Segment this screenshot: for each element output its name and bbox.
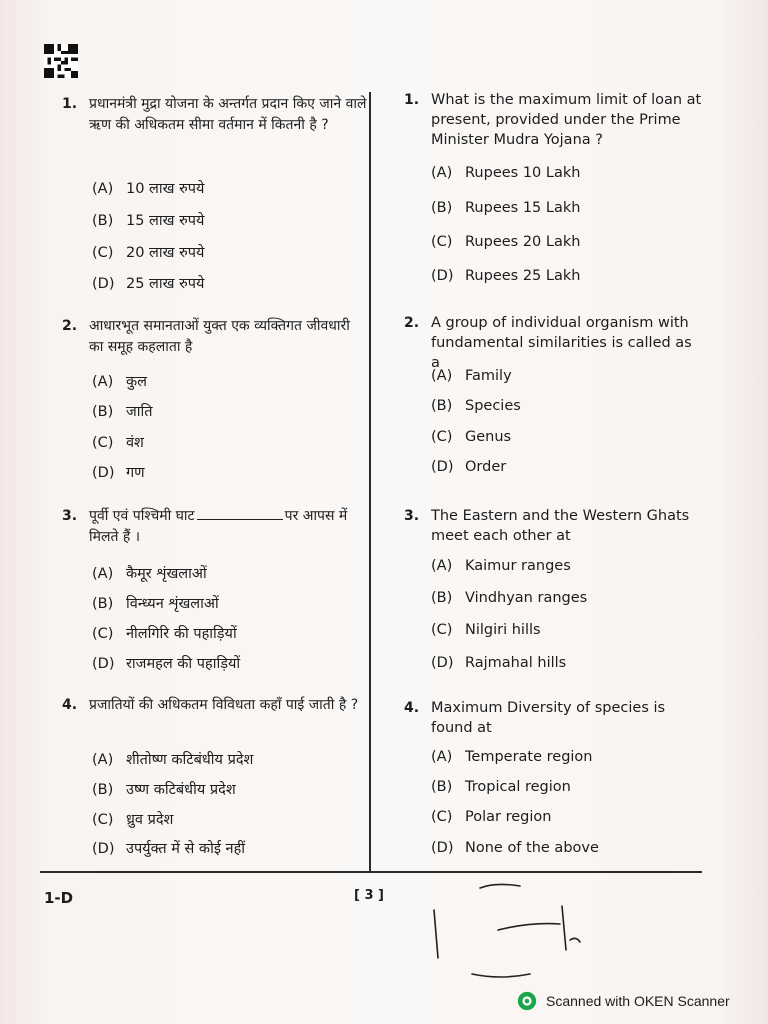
page-number: [ 3 ] xyxy=(354,888,384,903)
question-number: 2. xyxy=(404,315,420,331)
option-hindi-1c: (C) 20 लाख रुपये xyxy=(92,245,205,261)
column-divider xyxy=(369,92,371,872)
option-english-4b: (B) Tropical region xyxy=(431,779,571,795)
question-number: 4. xyxy=(404,700,420,716)
option-english-3d: (D) Rajmahal hills xyxy=(431,655,567,671)
option-english-2b: (B) Species xyxy=(431,398,521,414)
option-hindi-2d: (D) गण xyxy=(92,465,145,481)
question-number: 3. xyxy=(62,508,78,524)
question-number: 1. xyxy=(62,96,78,112)
handwritten-signature-icon xyxy=(420,876,600,986)
option-english-3a: (A) Kaimur ranges xyxy=(431,558,571,574)
question-stem: आधारभूत समानताओं युक्त एक व्यक्तिगत जीवधारी का समूह कहलाता है xyxy=(89,318,350,355)
option-english-4d: (D) None of the above xyxy=(431,840,599,856)
question-stem: A group of individual organism with fundamental similarities is called as a xyxy=(431,315,692,371)
option-hindi-2a: (A) कुल xyxy=(92,374,147,390)
question-stem: Maximum Diversity of species is found at xyxy=(431,700,666,736)
option-hindi-3b: (B) विन्ध्यन शृंखलाओं xyxy=(92,596,219,612)
footer-rule xyxy=(40,871,702,873)
question-stem: प्रजातियों की अधिकतम विविधता कहाँ पाई जाती है ? xyxy=(89,697,359,713)
option-hindi-1d: (D) 25 लाख रुपये xyxy=(92,276,205,292)
option-english-2c: (C) Genus xyxy=(431,429,512,445)
option-hindi-3c: (C) नीलगिरि की पहाड़ियों xyxy=(92,626,237,642)
option-english-4a: (A) Temperate region xyxy=(431,749,593,765)
option-hindi-4d: (D) उपर्युक्त में से कोई नहीं xyxy=(92,841,246,857)
option-hindi-2c: (C) वंश xyxy=(92,435,144,451)
booklet-code: 1-D xyxy=(44,889,74,907)
question-number: 1. xyxy=(404,92,420,108)
option-hindi-4b: (B) उष्ण कटिबंधीय प्रदेश xyxy=(92,782,236,798)
option-english-2a: (A) Family xyxy=(431,368,512,384)
option-english-3b: (B) Vindhyan ranges xyxy=(431,590,588,606)
question-number: 4. xyxy=(62,697,78,713)
option-english-1d: (D) Rupees 25 Lakh xyxy=(431,268,581,284)
scanner-watermark-text: Scanned with OKEN Scanner xyxy=(546,993,730,1009)
option-english-1c: (C) Rupees 20 Lakh xyxy=(431,234,581,250)
option-english-4c: (C) Polar region xyxy=(431,809,552,825)
option-hindi-2b: (B) जाति xyxy=(92,404,153,420)
qr-code-icon xyxy=(44,44,78,78)
option-hindi-3a: (A) कैमूर शृंखलाओं xyxy=(92,566,207,582)
option-hindi-4c: (C) ध्रुव प्रदेश xyxy=(92,812,174,828)
question-stem: प्रधानमंत्री मुद्रा योजना के अन्तर्गत प्रदान किए जाने वाले ऋण की अधिकतम सीमा वर्तमान में कितनी है ? xyxy=(89,96,367,133)
question-stem: पूर्वी एवं पश्चिमी घाट पर आपस में मिलते हैं । xyxy=(89,508,348,545)
option-hindi-1b: (B) 15 लाख रुपये xyxy=(92,213,205,229)
option-hindi-4a: (A) शीतोष्ण कटिबंधीय प्रदेश xyxy=(92,752,254,768)
scanner-watermark xyxy=(516,990,730,1012)
option-english-3c: (C) Nilgiri hills xyxy=(431,622,541,638)
question-stem: The Eastern and the Western Ghats meet each other at xyxy=(431,508,690,544)
option-english-2d: (D) Order xyxy=(431,459,507,475)
option-hindi-1a: (A) 10 लाख रुपये xyxy=(92,181,205,197)
question-number: 2. xyxy=(62,318,78,334)
option-hindi-3d: (D) राजमहल की पहाड़ियों xyxy=(92,656,241,672)
question-stem: What is the maximum limit of loan at present, provided under the Prime Minister Mudra Yojana ? xyxy=(431,92,702,148)
fill-in-blank-line xyxy=(197,519,283,520)
oken-scanner-logo-icon xyxy=(516,990,538,1012)
option-english-1b: (B) Rupees 15 Lakh xyxy=(431,200,581,216)
option-english-1a: (A) Rupees 10 Lakh xyxy=(431,165,581,181)
question-number: 3. xyxy=(404,508,420,524)
